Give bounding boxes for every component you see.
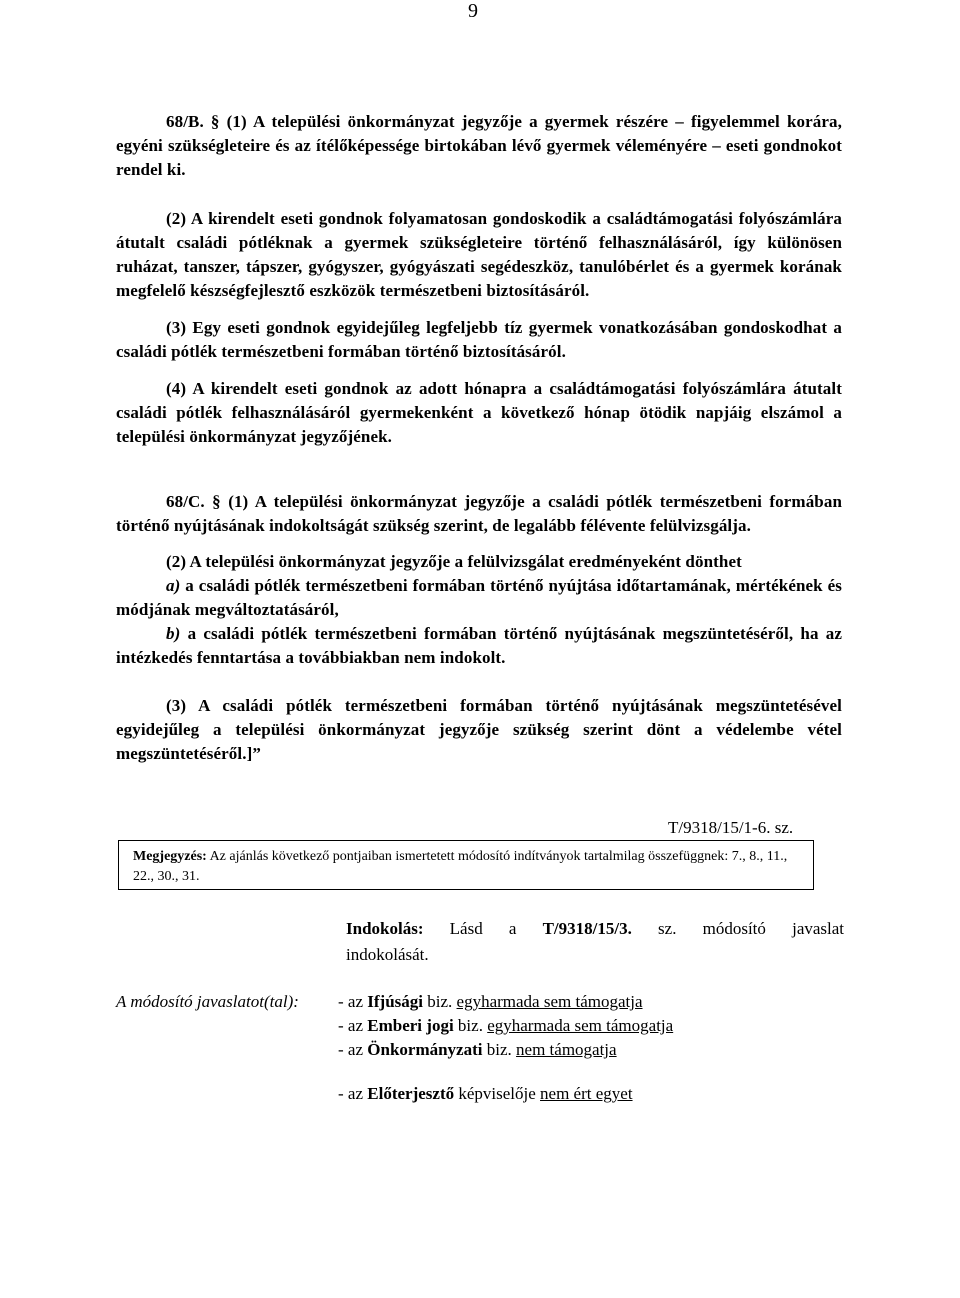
reasoning-word: a [508,919,517,938]
section-68b-paragraph-1: 68/B. § (1) A települési önkormányzat jegyzője a gyermek részére – figyelemmel korára, egyéni szükségleteire és az ítélőképessége birtokában lévő gyermek véleményére – eseti gondnokot rendel ki. [116,112,842,179]
votes-label: A módosító javaslatot(tal): [116,992,299,1011]
reasoning-line-2: indokolását. [346,945,429,964]
vote-result: egyharmada sem támogatja [487,1016,674,1035]
note-text: Az ajánlás következő pontjaiban ismertetett módosító indítványok tartalmilag összefüggnek: 7., 8., 11., 22., 30., 31. [133,849,788,884]
note-label: Megjegyzés: [133,849,207,864]
vote-committee: Emberi jogi [367,1016,454,1035]
reasoning-word: módosító [702,919,766,938]
point-a-text: a családi pótlék természetbeni formában történő nyújtása időtartamának, mértékének és módjának megváltoztatásáról, [116,576,842,619]
section-68b-paragraph-3: (3) Egy eseti gondnok egyidejűleg legfeljebb tíz gyermek vonatkozásában gondoskodhat a családi pótlék természetbeni formában történő biztosításáról. [116,318,842,361]
section-68c-paragraph-3: (3) A családi pótlék természetbeni formában történő nyújtásának megszüntetésével egyidejűleg a települési önkormányzat jegyzője szükség szerint dönt a védelembe vétel megszüntetéséről.]” [116,696,842,763]
document-reference: T/9318/15/1-6. sz. [668,818,794,837]
vote-result: nem ért egyet [540,1084,633,1103]
reasoning-reference: T/9318/15/3. [542,919,632,938]
section-68c [116,490,842,766]
vote-suffix: biz. [482,1040,517,1059]
vote-suffix: biz. [453,1016,488,1035]
vote-result: nem támogatja [516,1040,617,1059]
vote-item [338,1016,673,1036]
vote-committee: Önkormányzati [367,1040,483,1059]
reasoning-word: sz. [658,919,677,938]
vote-prefix: - az [338,1040,368,1059]
point-a-marker: a) [166,576,181,595]
vote-item [338,1084,633,1104]
section-68b-paragraph-2: (2) A kirendelt eseti gondnok folyamatosan gondoskodik a családtámogatási folyószámlára átutalt családi pótléknak a gyermek szükségleteire történő felhasználásáról, így különösen ruházat, tanszer, tápszer, gyógyszer, gyógyászati segédeszköz, tanulóbérlet és a gyermek korának megfelelő készségfejlesztő eszközök természetbeni biztosításáról. [116,209,842,300]
vote-result: egyharmada sem támogatja [456,992,643,1011]
note-box [118,840,814,890]
vote-prefix: - az [338,992,368,1011]
vote-suffix: biz. [423,992,457,1011]
section-68c-paragraph-2: (2) A települési önkormányzat jegyzője a felülvizsgálat eredményeként dönthet [166,552,742,571]
reasoning-label: Indokolás: [346,919,424,938]
section-68b [116,110,842,449]
vote-prefix: - az [338,1084,368,1103]
point-b-text: a családi pótlék természetbeni formában történő nyújtásának megszüntetéséről, ha az intézkedés fenntartása a továbbiakban nem indokolt. [116,624,842,667]
page-number: 9 [468,0,478,22]
point-b-marker: b) [166,624,181,643]
vote-committee: Előterjesztő [367,1084,455,1103]
reasoning [346,916,844,968]
reasoning-word: Lásd [449,919,483,938]
section-68c-point-b [116,622,842,670]
section-68b-paragraph-4: (4) A kirendelt eseti gondnok az adott hónapra a családtámogatási folyószámlára átutalt családi pótlék felhasználásáról gyermekenként a következő hónap ötödik napjáig elszámol a települési önkormányzat jegyzőjének. [116,379,842,446]
section-68c-point-a [116,574,842,622]
vote-item [338,992,643,1012]
vote-prefix: - az [338,1016,368,1035]
section-68c-paragraph-1: 68/C. § (1) A települési önkormányzat jegyzője a családi pótlék természetbeni formában történő nyújtásának indokoltságát szükség szerint, de legalább félévente felülvizsgálja. [116,492,842,535]
vote-suffix: képviselője [454,1084,541,1103]
reasoning-word: javaslat [792,919,845,938]
vote-committee: Ifjúsági [367,992,423,1011]
reasoning-line-1 [346,916,844,942]
vote-item [338,1040,617,1060]
